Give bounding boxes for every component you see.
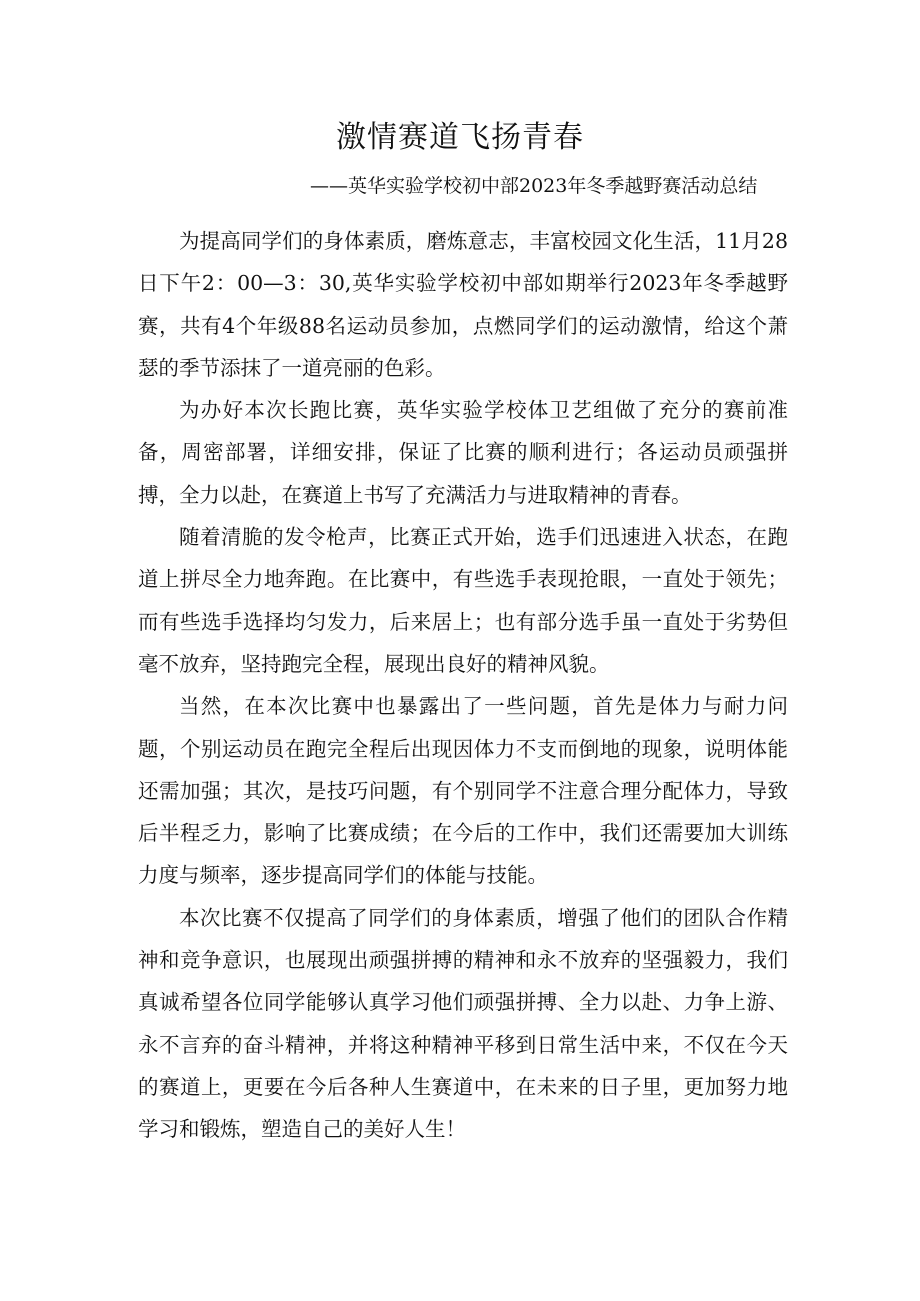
paragraph: 本次比赛不仅提高了同学们的身体素质，增强了他们的团队合作精神和竞争意识，也展现出顽强拼搏的精神和永不放弃的坚强毅力，我们真诚希望各位同学能够认真学习他们顽强拼搏、全力以赴、力争上游、永不言弃的奋斗精神，并将这种精神平移到日常生活中来，不仅在今天的赛道上，更要在今后各种人生赛道中，在未来的日子里，更加努力地学习和锻炼，塑造自己的美好人生！ (138, 905, 788, 1142)
document-body (138, 220, 788, 1151)
paragraph: 随着清脆的发令枪声，比赛正式开始，选手们迅速进入状态，在跑道上拼尽全力地奔跑。在比赛中，有些选手表现抢眼，一直处于领先；而有些选手选择均匀发力，后来居上；也有部分选手虽一直处于劣势但毫不放弃，坚持跑完全程，展现出良好的精神风貌。 (138, 525, 788, 676)
document-title: 激情赛道飞扬青春 (336, 120, 584, 155)
paragraph: 为提高同学们的身体素质，磨炼意志，丰富校园文化生活，11月28日下午2：00—3：30,英华实验学校初中部如期举行2023年冬季越野赛，共有4个年级88名运动员参加，点燃同学们的运动激情，给这个萧瑟的季节添抹了一道亮丽的色彩。 (138, 229, 788, 380)
paragraph: 当然，在本次比赛中也暴露出了一些问题，首先是体力与耐力问题，个别运动员在跑完全程后出现因体力不支而倒地的现象，说明体能还需加强；其次，是技巧问题，有个别同学不注意合理分配体力，导致后半程乏力，影响了比赛成绩；在今后的工作中，我们还需要加大训练力度与频率，逐步提高同学们的体能与技能。 (138, 694, 788, 888)
document-subtitle: ——英华实验学校初中部2023年冬季越野赛活动总结 (310, 175, 758, 197)
paragraph: 为办好本次长跑比赛，英华实验学校体卫艺组做了充分的赛前准备，周密部署，详细安排，保证了比赛的顺利进行；各运动员顽强拼搏，全力以赴，在赛道上书写了充满活力与进取精神的青春。 (138, 398, 788, 507)
